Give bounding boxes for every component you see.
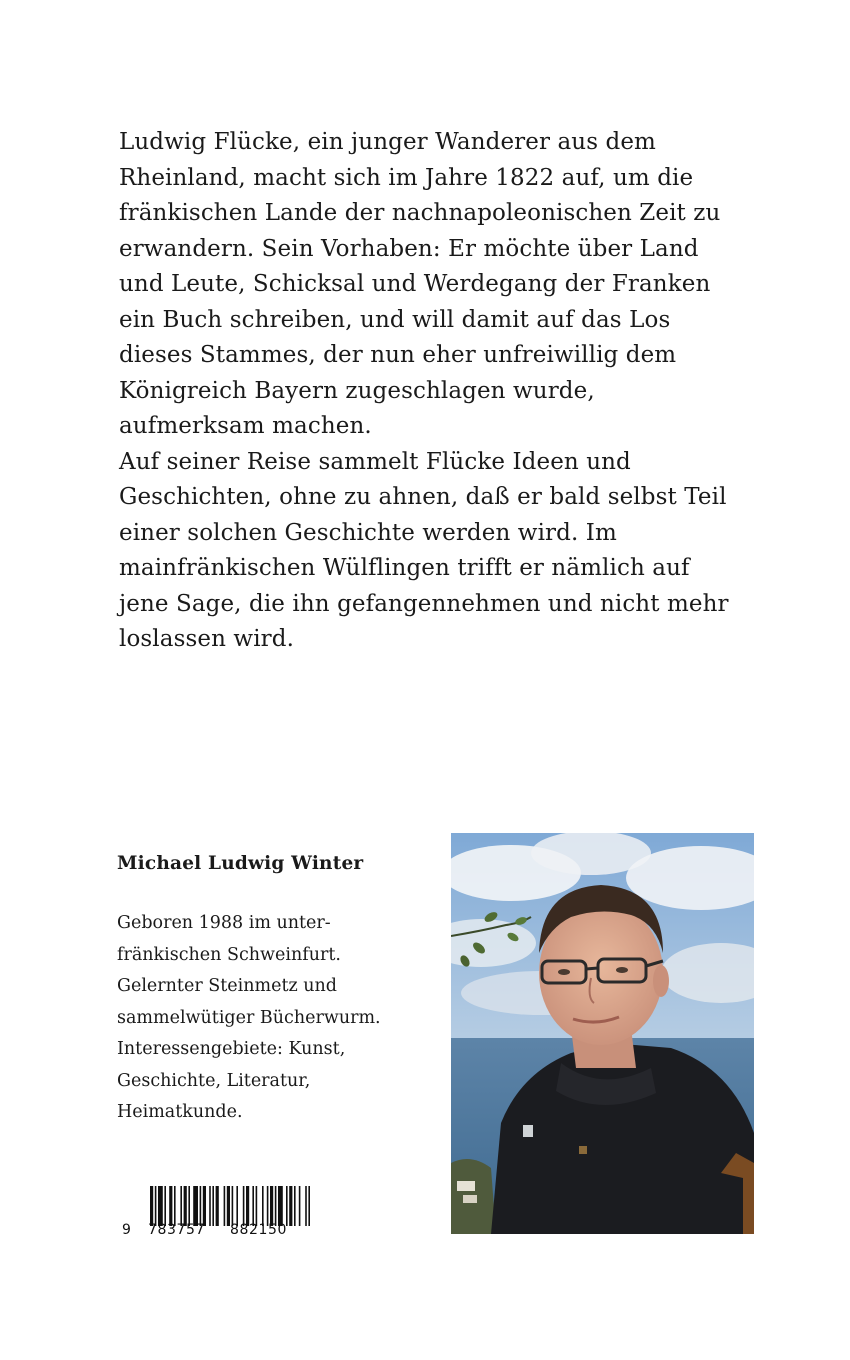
bio-line: fränkischen Schweinfurt. [117,944,341,965]
author-bio [117,908,381,1129]
blurb-line: Rheinland, macht sich im Jahre 1822 auf, um die [119,164,694,191]
barcode-bar [150,1186,153,1226]
barcode-left-group: 783757 [148,1222,206,1238]
barcode-bar [212,1186,214,1226]
blurb-line: jene Sage, die ihn gefangennehmen und nicht mehr [119,590,729,617]
bio-line: Gelernter Steinmetz und [117,976,337,996]
barcode-bar [158,1186,163,1226]
blurb-line: einer solchen Geschichte werden wird. Im [119,519,617,546]
barcode-bar [155,1186,157,1226]
barcode-bar [299,1186,301,1226]
barcode-bar [200,1186,202,1226]
barcode-bar [294,1186,296,1226]
barcode-digits [122,1222,287,1238]
blurb-line: mainfränkischen Wülflingen trifft er nämlich auf [119,555,690,581]
barcode-bar [243,1186,245,1226]
barcode-bar [275,1186,277,1226]
bio-line: Interessengebiete: Kunst, [117,1039,346,1059]
author-name: Michael Ludwig Winter [117,853,364,874]
barcode-bar [203,1186,206,1226]
blurb-line: Königreich Bayern zugeschlagen wurde, [119,377,595,404]
barcode-bar [180,1186,182,1226]
barcode-bar [270,1186,273,1226]
barcode-bar [169,1186,172,1226]
barcode-bar [286,1186,288,1226]
barcode-bar [246,1186,249,1226]
barcode-bar [188,1186,190,1226]
blurb-line: erwandern. Sein Vorhaben: Er möchte über Land [119,235,699,262]
blurb-line: Ludwig Flücke, ein junger Wanderer aus dem [119,129,656,155]
barcode-bar [267,1186,269,1226]
back-cover-blurb [119,125,759,658]
barcode-bar [184,1186,187,1226]
blurb-line: loslassen wird. [119,626,294,652]
barcode-bar [193,1186,198,1226]
barcode-bar [256,1186,258,1226]
barcode-bar [305,1186,307,1226]
barcode-bars [150,1186,326,1226]
blurb-line: dieses Stammes, der nun eher unfreiwillig dem [119,342,677,368]
barcode-bar [164,1186,166,1226]
barcode-bar [236,1186,238,1226]
barcode-bar [227,1186,230,1226]
barcode-bar [289,1186,292,1226]
bio-line: Geboren 1988 im unter- [117,913,331,933]
barcode-bar [308,1186,310,1226]
blurb-line: Auf seiner Reise sammelt Flücke Ideen und [119,448,631,475]
blurb-line: und Leute, Schicksal und Werdegang der Franken [119,271,711,297]
barcode-bar [174,1186,176,1226]
barcode-bar [224,1186,226,1226]
barcode-bar [278,1186,283,1226]
barcode-bar [262,1186,264,1226]
bio-line: sammelwütiger Bücherwurm. [117,1007,381,1028]
barcode-bar [216,1186,219,1226]
blurb-line: fränkischen Lande der nachnapoleonischen Zeit zu [119,200,721,226]
barcode-bar [209,1186,211,1226]
isbn-barcode [122,1186,332,1246]
barcode-bar [252,1186,254,1226]
barcode-bar [232,1186,234,1226]
author-photo [451,833,754,1234]
bio-line: Geschichte, Literatur, [117,1070,311,1091]
blurb-line: Geschichten, ohne zu ahnen, daß er bald selbst Teil [119,484,727,510]
barcode-right-group: 882150 [230,1222,288,1238]
blurb-line: aufmerksam machen. [119,413,372,439]
bio-line: Heimatkunde. [117,1102,243,1122]
blurb-line: ein Buch schreiben, und will damit auf das Los [119,306,671,333]
barcode-first-digit: 9 [122,1222,132,1238]
